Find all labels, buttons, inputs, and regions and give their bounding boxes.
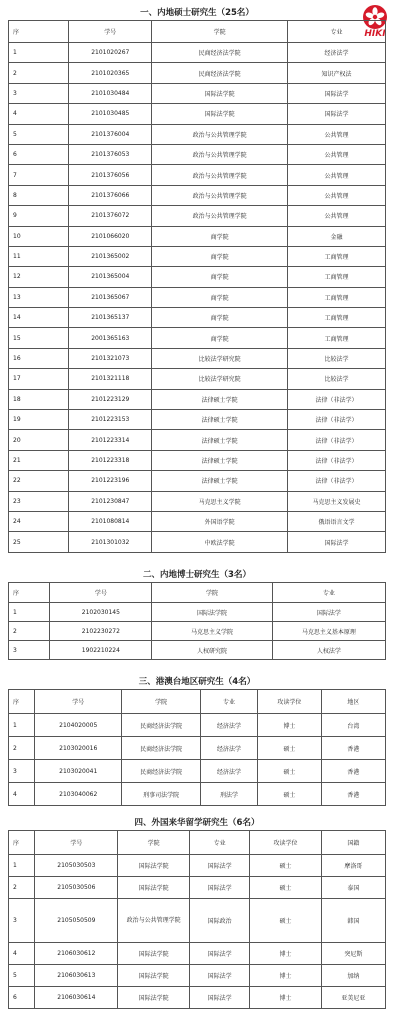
table-cell: 6 [9, 987, 35, 1009]
table-cell: 2103020041 [35, 760, 122, 783]
table-cell: 人权研究院 [152, 641, 273, 660]
table-row [9, 308, 386, 328]
table-cell: 泰国 [321, 877, 385, 899]
header-cell: 序 [9, 21, 69, 43]
table-cell: 公共管理 [287, 165, 385, 185]
table-cell: 商学院 [152, 246, 288, 266]
table-cell: 知识产权法 [287, 63, 385, 83]
table-cell: 摩洛哥 [321, 855, 385, 877]
table-cell: 硕士 [257, 760, 321, 783]
table-cell: 2101066020 [69, 226, 152, 246]
table-cell: 法律（非法学） [287, 450, 385, 470]
table-cell: 2101365137 [69, 308, 152, 328]
header-cell: 序 [9, 831, 35, 855]
header-cell: 专业 [272, 583, 385, 603]
table-cell: 民商经济法学院 [152, 43, 288, 63]
table-cell: 2101080814 [69, 511, 152, 531]
table-cell: 2106030614 [35, 987, 118, 1009]
table-cell: 香港 [321, 760, 385, 783]
table-cell: 比较法学研究院 [152, 348, 288, 368]
header-cell: 专业 [189, 831, 249, 855]
table-header-row [9, 21, 386, 43]
table-cell: 20 [9, 430, 69, 450]
table-row [9, 532, 386, 552]
table-cell: 国际法学院 [118, 877, 190, 899]
table-cell: 2105030503 [35, 855, 118, 877]
table-cell: 国际法学院 [118, 987, 190, 1009]
table-row [9, 622, 386, 641]
table-cell: 政治与公共管理学院 [152, 124, 288, 144]
header-cell: 学号 [69, 21, 152, 43]
section-title: 二、内地博士研究生（3名） [143, 570, 251, 580]
table-cell: 2102030145 [50, 603, 152, 622]
header-cell: 学院 [118, 831, 190, 855]
table-cell: 马克思主义学院 [152, 622, 273, 641]
section-international [8, 816, 386, 1009]
table-cell: 金融 [287, 226, 385, 246]
table-cell: 国际法学院 [152, 603, 273, 622]
table-cell: 法律（非法学） [287, 471, 385, 491]
table-cell: 2101020365 [69, 63, 152, 83]
header-cell: 序 [9, 690, 35, 714]
table-cell: 马克思主义学院 [152, 491, 288, 511]
table-cell: 博士 [250, 965, 322, 987]
header-cell: 攻读学位 [250, 831, 322, 855]
table-cell: 1 [9, 603, 50, 622]
table-cell: 2101020267 [69, 43, 152, 63]
table-cell: 博士 [257, 714, 321, 737]
section-title: 四、外国来华留学研究生（6名） [134, 818, 260, 828]
table-cell: 2101301032 [69, 532, 152, 552]
table-header-row [9, 583, 386, 603]
table-cell: 韩国 [321, 899, 385, 943]
table-cell: 博士 [250, 943, 322, 965]
table-cell: 硕士 [250, 877, 322, 899]
table-cell: 1 [9, 714, 35, 737]
table-row [9, 511, 386, 531]
table-cell: 25 [9, 532, 69, 552]
table-row [9, 714, 386, 737]
table-cell: 法律硕士学院 [152, 430, 288, 450]
table-cell: 2101223318 [69, 450, 152, 470]
table-cell: 商学院 [152, 267, 288, 287]
table-cell: 商学院 [152, 226, 288, 246]
table-cell: 加纳 [321, 965, 385, 987]
header-cell: 学号 [35, 690, 122, 714]
table-cell: 台湾 [321, 714, 385, 737]
table-row [9, 877, 386, 899]
table-cell: 5 [9, 124, 69, 144]
table-cell: 刑事司法学院 [122, 783, 201, 806]
table-header-row [9, 831, 386, 855]
table-cell: 24 [9, 511, 69, 531]
table-cell: 商学院 [152, 308, 288, 328]
table-cell: 18 [9, 389, 69, 409]
header-cell: 学院 [122, 690, 201, 714]
header-cell: 学号 [50, 583, 152, 603]
table-cell: 7 [9, 165, 69, 185]
table-cell: 公共管理 [287, 144, 385, 164]
table-cell: 博士 [250, 987, 322, 1009]
table-cell: 17 [9, 369, 69, 389]
table-cell: 2101365004 [69, 267, 152, 287]
table-cell: 民商经济法学院 [122, 737, 201, 760]
table-row [9, 144, 386, 164]
table-cell: 工商管理 [287, 287, 385, 307]
brand-text: HIKI [364, 29, 386, 39]
table-cell: 1 [9, 43, 69, 63]
table-row [9, 760, 386, 783]
table-row [9, 965, 386, 987]
table-cell: 23 [9, 491, 69, 511]
table-cell: 政治与公共管理学院 [152, 144, 288, 164]
table-cell: 法律硕士学院 [152, 471, 288, 491]
table-cell: 比较法学研究院 [152, 369, 288, 389]
table-cell: 4 [9, 104, 69, 124]
table-cell: 2101376053 [69, 144, 152, 164]
table-cell: 国际法学院 [118, 855, 190, 877]
table-cell: 国际法学院 [118, 943, 190, 965]
table-row [9, 63, 386, 83]
table-cell: 国际法学 [189, 965, 249, 987]
table-cell: 2001365163 [69, 328, 152, 348]
table-row [9, 43, 386, 63]
table-row [9, 641, 386, 660]
table-cell: 法律硕士学院 [152, 389, 288, 409]
table-cell: 经济法学 [201, 714, 258, 737]
table-header-row [9, 690, 386, 714]
table-cell: 4 [9, 943, 35, 965]
table-cell: 21 [9, 450, 69, 470]
table-cell: 法律硕士学院 [152, 450, 288, 470]
table-row [9, 104, 386, 124]
table-cell: 13 [9, 287, 69, 307]
section-title: 三、港澳台地区研究生（4名） [138, 677, 256, 687]
section-hk-macao-taiwan [8, 675, 386, 806]
table-cell: 商学院 [152, 328, 288, 348]
header-cell: 学院 [152, 21, 288, 43]
table-cell: 刑法学 [201, 783, 258, 806]
table-cell: 民商经济法学院 [152, 63, 288, 83]
table-cell: 工商管理 [287, 246, 385, 266]
table-cell: 政治与公共管理学院 [152, 206, 288, 226]
table-row [9, 987, 386, 1009]
table-row [9, 165, 386, 185]
table-cell: 2101376066 [69, 185, 152, 205]
table-cell: 2104020005 [35, 714, 122, 737]
table-cell: 4 [9, 783, 35, 806]
table-cell: 经济法学 [201, 760, 258, 783]
table-cell: 国际法学 [287, 532, 385, 552]
table-cell: 政治与公共管理学院 [118, 899, 190, 943]
table-row [9, 206, 386, 226]
table-row [9, 369, 386, 389]
table-cell: 2101321118 [69, 369, 152, 389]
table-cell: 法律硕士学院 [152, 410, 288, 430]
table-cell: 法律（非法学） [287, 389, 385, 409]
table-cell: 比较法学 [287, 369, 385, 389]
table-cell: 2101365002 [69, 246, 152, 266]
table-cell: 比较法学 [287, 348, 385, 368]
table-cell: 2 [9, 737, 35, 760]
table-cell: 1 [9, 855, 35, 877]
table-cell: 2101376056 [69, 165, 152, 185]
table-cell: 国际法学 [287, 83, 385, 103]
table-cell: 6 [9, 144, 69, 164]
table-cell: 2101223314 [69, 430, 152, 450]
table-cell: 2106030612 [35, 943, 118, 965]
table-cell: 公共管理 [287, 124, 385, 144]
table-cell: 3 [9, 899, 35, 943]
table-cell: 2 [9, 622, 50, 641]
table-cell: 3 [9, 760, 35, 783]
table-cell: 5 [9, 965, 35, 987]
table-row [9, 410, 386, 430]
table-row [9, 328, 386, 348]
table-cell: 国际法学 [189, 943, 249, 965]
table-cell: 2101223196 [69, 471, 152, 491]
table-cell: 2105030506 [35, 877, 118, 899]
table-cell: 马克思主义发展史 [287, 491, 385, 511]
table-cell: 16 [9, 348, 69, 368]
header-cell: 学院 [152, 583, 273, 603]
table-cell: 民商经济法学院 [122, 714, 201, 737]
table-cell: 2101321073 [69, 348, 152, 368]
table-row [9, 267, 386, 287]
table-row [9, 855, 386, 877]
header-cell: 国籍 [321, 831, 385, 855]
header-cell: 学号 [35, 831, 118, 855]
table-cell: 12 [9, 267, 69, 287]
table-row [9, 783, 386, 806]
table-row [9, 389, 386, 409]
table-cell: 硕士 [250, 899, 322, 943]
table-cell: 香港 [321, 783, 385, 806]
table-row [9, 603, 386, 622]
table-row [9, 450, 386, 470]
table-cell: 商学院 [152, 287, 288, 307]
table-cell: 国际法学 [287, 104, 385, 124]
table-cell: 2101223129 [69, 389, 152, 409]
table-cell: 国际法学 [189, 987, 249, 1009]
header-cell: 专业 [287, 21, 385, 43]
table-cell: 2103020016 [35, 737, 122, 760]
table-cell: 10 [9, 226, 69, 246]
table-cell: 2101230847 [69, 491, 152, 511]
table-row [9, 491, 386, 511]
table-cell: 2101223153 [69, 410, 152, 430]
header-cell: 地区 [321, 690, 385, 714]
table-cell: 2101030485 [69, 104, 152, 124]
international-table [8, 830, 386, 1009]
table-cell: 14 [9, 308, 69, 328]
table-cell: 经济法学 [287, 43, 385, 63]
table-row [9, 348, 386, 368]
phd-table [8, 582, 386, 660]
table-cell: 2106030613 [35, 965, 118, 987]
table-cell: 2 [9, 877, 35, 899]
table-cell: 国际法学 [189, 855, 249, 877]
table-cell: 人权法学 [272, 641, 385, 660]
table-cell: 2101376004 [69, 124, 152, 144]
master-table [8, 20, 386, 553]
table-cell: 国际法学院 [152, 104, 288, 124]
table-row [9, 737, 386, 760]
table-cell: 2101376072 [69, 206, 152, 226]
table-cell: 2105050509 [35, 899, 118, 943]
table-cell: 工商管理 [287, 328, 385, 348]
table-cell: 硕士 [250, 855, 322, 877]
table-cell: 9 [9, 206, 69, 226]
table-row [9, 943, 386, 965]
table-cell: 政治与公共管理学院 [152, 185, 288, 205]
table-cell: 经济法学 [201, 737, 258, 760]
header-cell: 攻读学位 [257, 690, 321, 714]
table-cell: 国际法学 [272, 603, 385, 622]
table-cell: 11 [9, 246, 69, 266]
table-row [9, 430, 386, 450]
table-cell: 工商管理 [287, 267, 385, 287]
table-cell: 2101365067 [69, 287, 152, 307]
table-cell: 国际政治 [189, 899, 249, 943]
table-cell: 亚美尼亚 [321, 987, 385, 1009]
table-row [9, 83, 386, 103]
table-cell: 硕士 [257, 783, 321, 806]
hmt-table [8, 689, 386, 806]
table-cell: 公共管理 [287, 206, 385, 226]
table-cell: 中欧法学院 [152, 532, 288, 552]
table-cell: 硕士 [257, 737, 321, 760]
table-row [9, 226, 386, 246]
table-cell: 2103040062 [35, 783, 122, 806]
table-row [9, 287, 386, 307]
table-cell: 3 [9, 83, 69, 103]
table-row [9, 246, 386, 266]
section-master-mainland [8, 6, 386, 553]
table-cell: 国际法学 [189, 877, 249, 899]
table-cell: 突尼斯 [321, 943, 385, 965]
table-cell: 政治与公共管理学院 [152, 165, 288, 185]
table-cell: 民商经济法学院 [122, 760, 201, 783]
table-cell: 3 [9, 641, 50, 660]
table-cell: 俄语语言文学 [287, 511, 385, 531]
table-cell: 19 [9, 410, 69, 430]
table-cell: 公共管理 [287, 185, 385, 205]
header-cell: 序 [9, 583, 50, 603]
table-cell: 马克思主义基本原理 [272, 622, 385, 641]
table-cell: 香港 [321, 737, 385, 760]
table-cell: 法律（非法学） [287, 430, 385, 450]
table-row [9, 185, 386, 205]
table-cell: 15 [9, 328, 69, 348]
table-row [9, 471, 386, 491]
section-title: 一、内地硕士研究生（25名） [140, 8, 254, 18]
table-cell: 1902210224 [50, 641, 152, 660]
table-row [9, 124, 386, 144]
table-cell: 8 [9, 185, 69, 205]
table-cell: 法律（非法学） [287, 410, 385, 430]
table-cell: 工商管理 [287, 308, 385, 328]
table-cell: 外国语学院 [152, 511, 288, 531]
section-phd-mainland [8, 568, 386, 660]
table-row [9, 899, 386, 943]
table-cell: 2 [9, 63, 69, 83]
table-cell: 国际法学院 [152, 83, 288, 103]
table-cell: 2102230272 [50, 622, 152, 641]
table-cell: 2101030484 [69, 83, 152, 103]
header-cell: 专业 [201, 690, 258, 714]
table-cell: 国际法学院 [118, 965, 190, 987]
table-cell: 22 [9, 471, 69, 491]
